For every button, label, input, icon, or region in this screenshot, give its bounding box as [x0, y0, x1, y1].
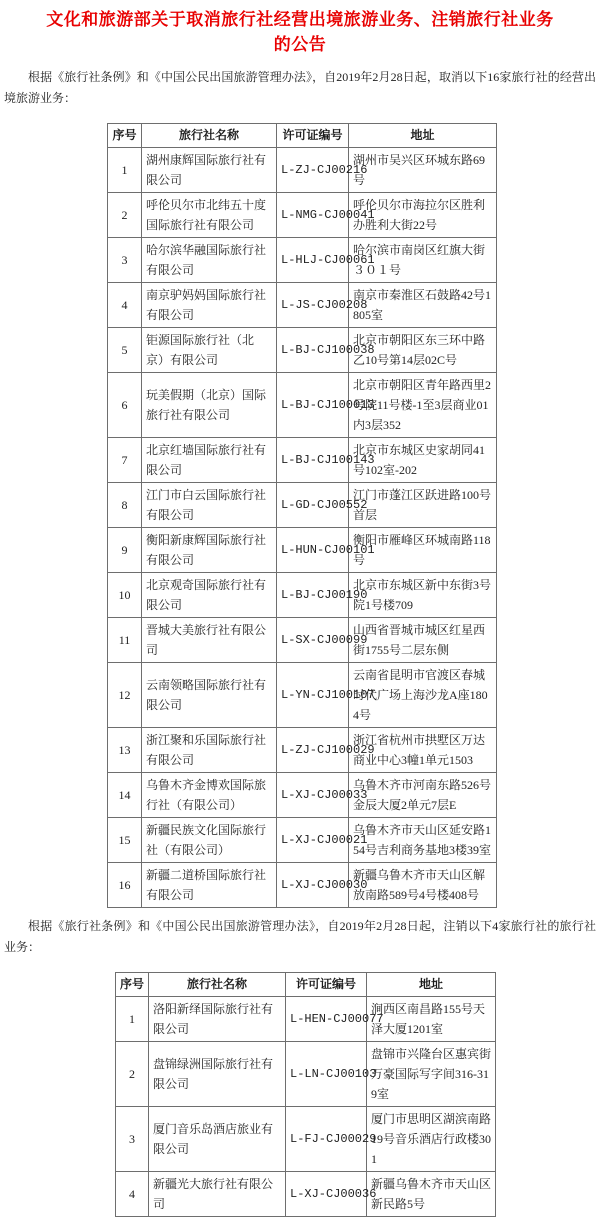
cell-no: 16 [108, 863, 142, 908]
cell-no: 3 [108, 238, 142, 283]
table-row [116, 1107, 496, 1172]
intro-paragraph-deregister: 根据《旅行社条例》和《中国公民出国旅游管理办法》，自2019年2月28日起，注销以下4家旅行社的旅行社业务： [4, 919, 596, 955]
cell-license: L-BJ-CJ100013 [277, 373, 349, 438]
column-header-address: 地址 [349, 124, 497, 148]
deregistered-agencies-table [115, 972, 496, 1217]
table-row [108, 773, 497, 818]
column-header-address: 地址 [367, 973, 496, 997]
table-row [116, 1172, 496, 1217]
cell-name: 呼伦贝尔市北纬五十度国际旅行社有限公司 [142, 193, 277, 238]
cell-no: 8 [108, 483, 142, 528]
cell-name: 湖州康辉国际旅行社有限公司 [142, 148, 277, 193]
cell-name: 洛阳新绎国际旅行社有限公司 [149, 997, 286, 1042]
cell-address: 湖州市吴兴区环城东路69号 [349, 148, 497, 193]
cell-address: 浙江省杭州市拱墅区万达商业中心3幢1单元1503 [349, 728, 497, 773]
cell-address: 新疆乌鲁木齐市天山区解放南路589号4号楼408号 [349, 863, 497, 908]
cell-license: L-HEN-CJ00077 [286, 997, 367, 1042]
table-header-row [108, 124, 497, 148]
cell-no: 5 [108, 328, 142, 373]
cell-no: 11 [108, 618, 142, 663]
cell-no: 4 [108, 283, 142, 328]
cell-no: 13 [108, 728, 142, 773]
cell-name: 新疆光大旅行社有限公司 [149, 1172, 286, 1217]
cell-address: 北京市东城区史家胡同41号102室-202 [349, 438, 497, 483]
column-header-no: 序号 [116, 973, 149, 997]
cell-no: 4 [116, 1172, 149, 1217]
cell-no: 2 [116, 1042, 149, 1107]
cell-license: L-GD-CJ00552 [277, 483, 349, 528]
cell-address: 哈尔滨市南岗区红旗大街３０１号 [349, 238, 497, 283]
table-row [108, 148, 497, 193]
cell-license: L-ZJ-CJ100029 [277, 728, 349, 773]
cell-address: 北京市朝阳区青年路西里2号院11号楼-1至3层商业01内3层352 [349, 373, 497, 438]
cell-no: 7 [108, 438, 142, 483]
cell-name: 乌鲁木齐金博欢国际旅行社（有限公司） [142, 773, 277, 818]
cell-license: L-BJ-CJ00190 [277, 573, 349, 618]
table-row [108, 728, 497, 773]
table-header-row [116, 973, 496, 997]
cell-address: 乌鲁木齐市天山区延安路154号吉利商务基地3楼39室 [349, 818, 497, 863]
cell-name: 江门市白云国际旅行社有限公司 [142, 483, 277, 528]
cell-name: 北京观奇国际旅行社有限公司 [142, 573, 277, 618]
column-header-no: 序号 [108, 124, 142, 148]
cell-address: 衡阳市雁峰区环城南路118号 [349, 528, 497, 573]
table-row [108, 438, 497, 483]
cell-name: 衡阳新康辉国际旅行社有限公司 [142, 528, 277, 573]
table-row [108, 663, 497, 728]
cell-address: 南京市秦淮区石鼓路42号1805室 [349, 283, 497, 328]
cell-address: 厦门市思明区湖滨南路19号音乐酒店行政楼301 [367, 1107, 496, 1172]
table-row [108, 193, 497, 238]
table-row [108, 618, 497, 663]
table-row [108, 528, 497, 573]
cell-name: 盘锦绿洲国际旅行社有限公司 [149, 1042, 286, 1107]
cell-license: L-ZJ-CJ00216 [277, 148, 349, 193]
cell-name: 厦门音乐岛酒店旅业有限公司 [149, 1107, 286, 1172]
cell-address: 江门市蓬江区跃进路100号首层 [349, 483, 497, 528]
cell-name: 新疆民族文化国际旅行社（有限公司） [142, 818, 277, 863]
table-row [108, 238, 497, 283]
cell-no: 9 [108, 528, 142, 573]
cell-no: 2 [108, 193, 142, 238]
table-row [108, 328, 497, 373]
table-row [108, 863, 497, 908]
cell-address: 盘锦市兴隆台区惠宾街万豪国际写字间316-319室 [367, 1042, 496, 1107]
cell-address: 新疆乌鲁木齐市天山区新民路5号 [367, 1172, 496, 1217]
table-row [108, 483, 497, 528]
cell-name: 晋城大美旅行社有限公司 [142, 618, 277, 663]
cell-no: 1 [108, 148, 142, 193]
cell-no: 1 [116, 997, 149, 1042]
cell-address: 北京市朝阳区东三环中路乙10号第14层02C号 [349, 328, 497, 373]
cell-name: 玩美假期（北京）国际旅行社有限公司 [142, 373, 277, 438]
cell-license: L-BJ-CJ100038 [277, 328, 349, 373]
cell-license: L-XJ-CJ00030 [277, 863, 349, 908]
column-header-name: 旅行社名称 [142, 124, 277, 148]
page-title: 文化和旅游部关于取消旅行社经营出境旅游业务、注销旅行社业务的公告 [46, 10, 554, 54]
cell-name: 南京驴妈妈国际旅行社有限公司 [142, 283, 277, 328]
cell-name: 云南领略国际旅行社有限公司 [142, 663, 277, 728]
table-header-row [108, 124, 497, 148]
cell-address: 北京市东城区新中东街3号院1号楼709 [349, 573, 497, 618]
cell-no: 10 [108, 573, 142, 618]
cell-license: L-NMG-CJ00041 [277, 193, 349, 238]
cell-license: L-BJ-CJ100143 [277, 438, 349, 483]
table-row [108, 283, 497, 328]
intro-paragraph-cancel: 根据《旅行社条例》和《中国公民出国旅游管理办法》，自2019年2月28日起，取消以下16家旅行社的经营出境旅游业务： [4, 70, 596, 106]
table-row [116, 997, 496, 1042]
cell-address: 乌鲁木齐市河南东路526号金辰大厦2单元7层E [349, 773, 497, 818]
cell-license: L-LN-CJ00103 [286, 1042, 367, 1107]
table-row [108, 373, 497, 438]
cancelled-agencies-table [107, 123, 497, 908]
cell-license: L-SX-CJ00099 [277, 618, 349, 663]
cell-address: 涧西区南昌路155号天泽大厦1201室 [367, 997, 496, 1042]
cell-license: L-HLJ-CJ00061 [277, 238, 349, 283]
column-header-name: 旅行社名称 [149, 973, 286, 997]
column-header-license: 许可证编号 [286, 973, 367, 997]
cell-license: L-FJ-CJ00029 [286, 1107, 367, 1172]
column-header-license: 许可证编号 [277, 124, 349, 148]
table-header-row [116, 973, 496, 997]
cell-name: 哈尔滨华融国际旅行社有限公司 [142, 238, 277, 283]
cell-name: 浙江聚和乐国际旅行社有限公司 [142, 728, 277, 773]
cell-no: 6 [108, 373, 142, 438]
cell-license: L-XJ-CJ00033 [277, 773, 349, 818]
cell-license: L-XJ-CJ00036 [286, 1172, 367, 1217]
table-row [108, 573, 497, 618]
cell-no: 3 [116, 1107, 149, 1172]
table-row [116, 1042, 496, 1107]
cell-name: 北京红墙国际旅行社有限公司 [142, 438, 277, 483]
cell-no: 12 [108, 663, 142, 728]
cell-license: L-JS-CJ00208 [277, 283, 349, 328]
cell-address: 山西省晋城市城区红星西街1755号二层东侧 [349, 618, 497, 663]
cell-license: L-XJ-CJ00021 [277, 818, 349, 863]
cell-no: 15 [108, 818, 142, 863]
cell-address: 云南省昆明市官渡区春城时代广场上海沙龙A座1804号 [349, 663, 497, 728]
cell-license: L-HUN-CJ00101 [277, 528, 349, 573]
table-row [108, 818, 497, 863]
cell-name: 钜源国际旅行社（北京）有限公司 [142, 328, 277, 373]
cell-license: L-YN-CJ100107 [277, 663, 349, 728]
cell-address: 呼伦贝尔市海拉尔区胜利办胜利大街22号 [349, 193, 497, 238]
cell-name: 新疆二道桥国际旅行社有限公司 [142, 863, 277, 908]
cell-no: 14 [108, 773, 142, 818]
